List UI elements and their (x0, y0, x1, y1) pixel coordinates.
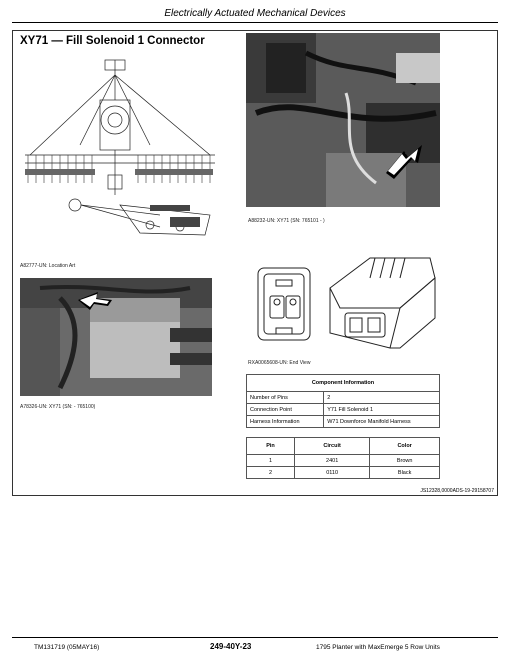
info-label: Number of Pins (247, 392, 324, 404)
color-cell: Brown (370, 455, 440, 467)
photo-mid-caption: A78326-UN: XY71 (SN: - 765100) (20, 404, 96, 410)
photo-top-caption: A88232-UN: XY71 (SN: 765101 - ) (248, 218, 325, 224)
connector-photo-mid (20, 278, 212, 396)
pin-header: Pin (247, 438, 295, 455)
info-value: Y71 Fill Solenoid 1 (324, 404, 440, 416)
table-row (247, 404, 440, 416)
connector-end-view (250, 238, 440, 358)
footer-doc-id: TM131719 (05MAY16) (34, 644, 100, 651)
header-divider (12, 22, 498, 23)
location-art-caption: A82777-UN: Location Art (20, 263, 76, 269)
color-header: Color (370, 438, 440, 455)
circuit-cell: 2401 (294, 455, 369, 467)
connector-photo-top (246, 33, 440, 207)
document-reference: JS12328,0000ADS-19-29158707 (420, 488, 494, 494)
info-value: W71 Downforce Manifold Harness (324, 416, 440, 428)
page-header: Electrically Actuated Mechanical Devices (164, 8, 346, 19)
table-row (247, 455, 440, 467)
footer-divider (12, 637, 498, 638)
footer-page-number: 249-40Y-23 (210, 642, 252, 651)
footer-product: 1795 Planter with MaxEmerge 5 Row Units (316, 644, 440, 651)
info-label: Connection Point (247, 404, 324, 416)
end-view-caption: RXA0065608-UN: End View (248, 360, 311, 366)
table-row (247, 416, 440, 428)
circuit-cell: 0110 (294, 467, 369, 479)
color-cell: Black (370, 467, 440, 479)
info-label: Harness Information (247, 416, 324, 428)
pin-cell: 2 (247, 467, 295, 479)
section-title: XY71 — Fill Solenoid 1 Connector (20, 35, 205, 47)
planter-location-art (20, 55, 220, 255)
info-value: 2 (324, 392, 440, 404)
table-row (247, 392, 440, 404)
table-row (247, 467, 440, 479)
pin-cell: 1 (247, 455, 295, 467)
component-info-title: Component Information (247, 375, 440, 392)
circuit-header: Circuit (294, 438, 369, 455)
component-info-table (246, 374, 440, 428)
pin-table (246, 437, 440, 479)
